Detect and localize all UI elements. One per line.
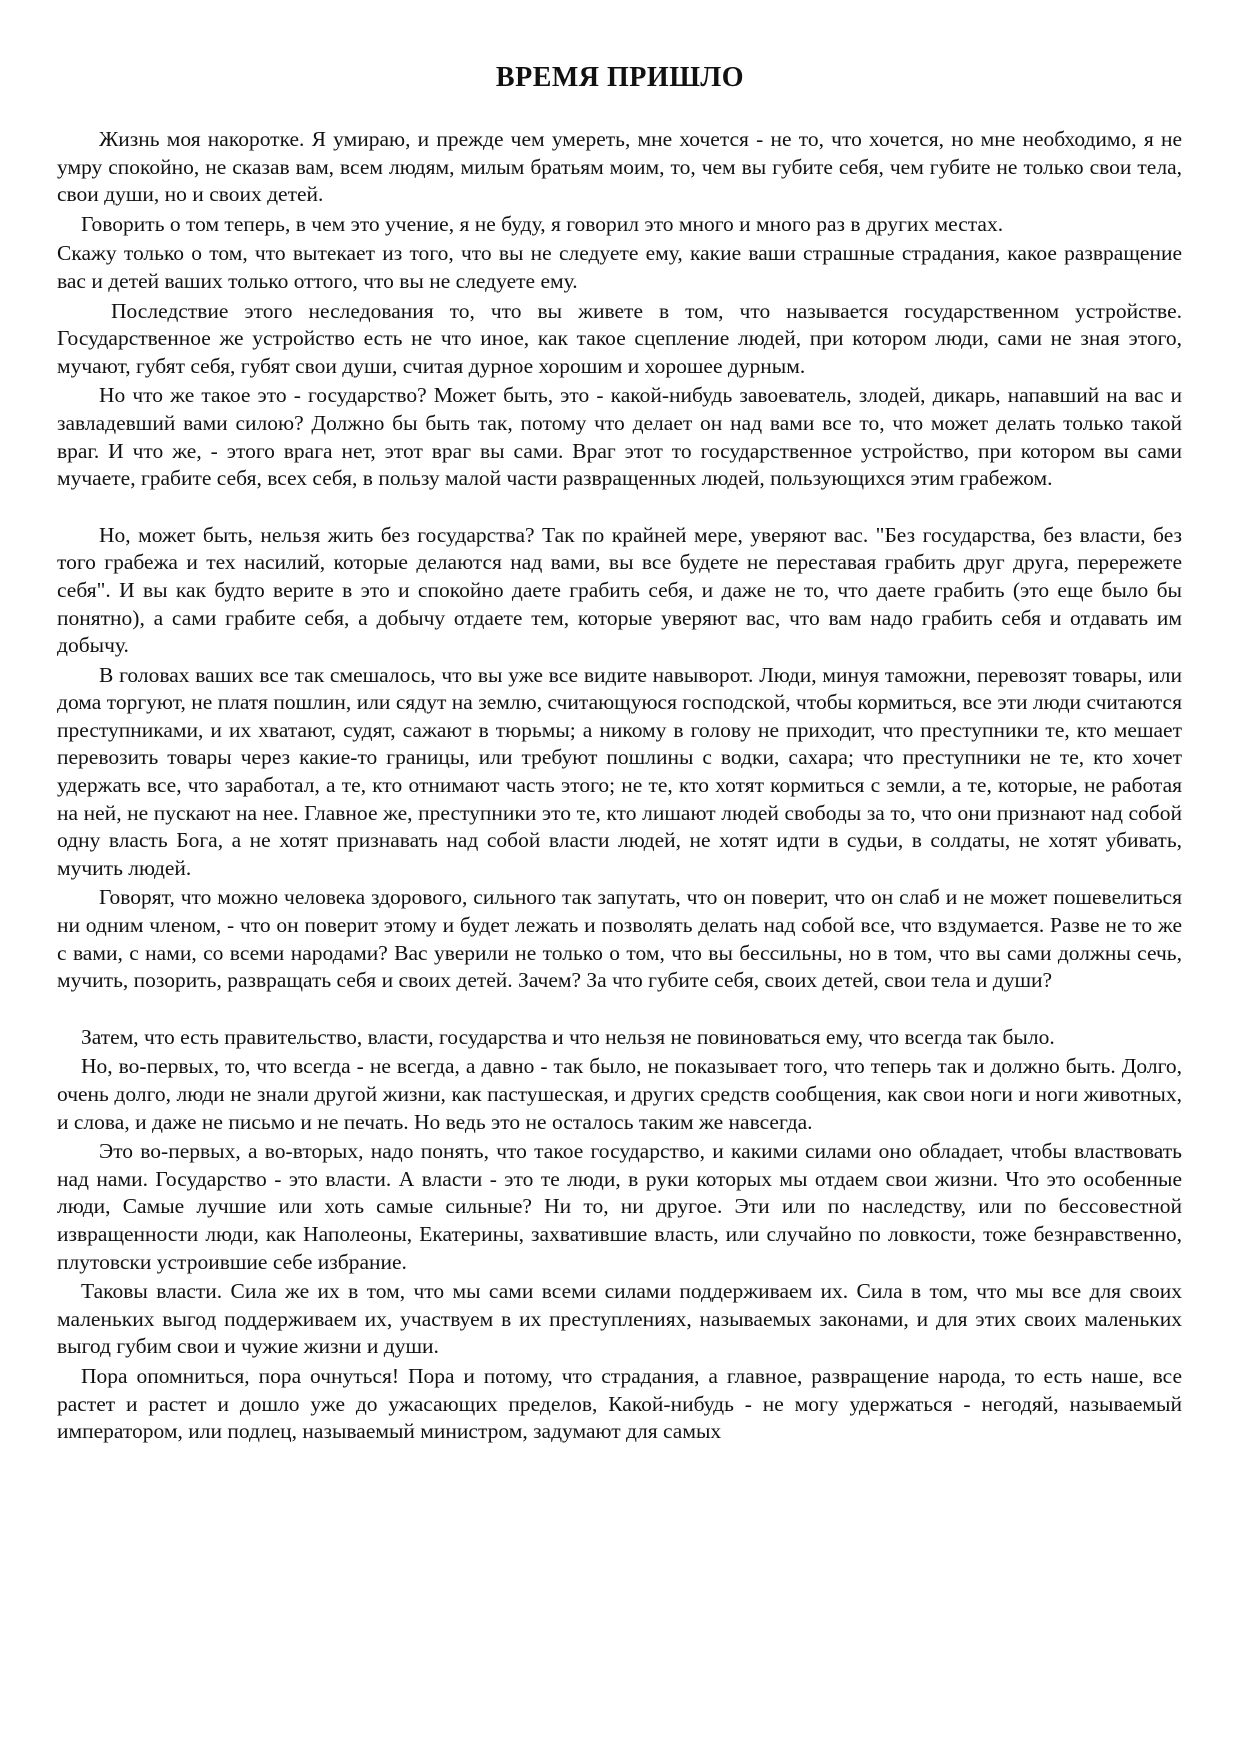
paragraph: Скажу только о том, что вытекает из того, что вы не следуете ему, какие ваши страшные страдания, какое развращение вас и детей ваших только оттого, что вы не следуете ему. [57, 241, 1182, 293]
paragraph: Это во-первых, а во-вторых, надо понять, что такое государство, и какими силами оно обладает, чтобы властвовать над нами. Государство - это власти. А власти - это те люди, в руки которых мы отдаем свои жизни. Что это особенные люди, Самые лучшие или хоть самые сильные? Ни то, ни другое. Эти или по наследству, или по бессовестной извращенности люди, как Наполеоны, Екатерины, захватившие власть, или случайно по ловкости, тоже безнравственно, плутовски устроившие себе избрание. [57, 1139, 1182, 1274]
document-body [57, 126, 1182, 1448]
paragraph: Таковы власти. Сила же их в том, что мы сами всеми силами поддерживаем их. Сила в том, что мы все для своих маленьких выгод поддерживаем их, участвуем в их преступлениях, называемых законами, и для этих своих маленьких выгод губим свои и чужие жизни и души. [57, 1279, 1182, 1359]
paragraph: Затем, что есть правительство, власти, государства и что нельзя не повиноваться ему, что всегда так было. [81, 1024, 1055, 1049]
paragraph: Говорят, что можно человека здорового, сильного так запутать, что он поверит, что он слаб и не может пошевелиться ни одним членом, - что он поверит этому и будет лежать и позволять делать над собой все, что вздумается. Разве не то же с вами, с нами, со всеми народами? Вас уверили не только о том, что вы бессильны, но в том, что вы сами должны сечь, мучить, позорить, развращать себя и своих детей. Зачем? За что губите себя, своих детей, свои тела и души? [57, 885, 1182, 993]
paragraph: Последствие этого неследования то, что вы живете в том, что называется государственном устройстве. Государственное же устройство есть не что иное, как такое сцепление людей, при котором люди, сами не зная этого, мучают, губят себя, губят свои души, считая дурное хорошим и хорошее дурным. [57, 298, 1182, 378]
paragraph: Пора опомниться, пора очнуться! Пора и потому, что страдания, а главное, развращение народа, то есть наше, все растет и растет и дошло уже до ужасающих пределов, Какой-нибудь - не могу удержаться - негодяй, называемый императором, или подлец, называемый министром, задумают для самых [57, 1363, 1182, 1444]
paragraph: Но, может быть, нельзя жить без государства? Так по крайней мере, уверяют вас. "Без государства, без власти, без того грабежа и тех насилий, которые делаются над вами, вы все будете не переставая грабить друг друга, перережете себя". И вы как будто верите в это и спокойно даете грабить себя, и даже не то, что даете грабить (это еще было бы понятно), а сами грабите себя, а добычу отдаете тем, которые уверяют вас, что вам надо грабить себя и отдавать им добычу. [57, 522, 1182, 658]
document-title: ВРЕМЯ ПРИШЛО [495, 62, 745, 93]
paragraph: Но что же такое это - государство? Может быть, это - какой-нибудь завоеватель, злодей, дикарь, напавший на вас и завладевший вами силою? Должно бы быть так, потому что делает он над вами все то, что может делать только такой враг. И что же, - этого врага нет, этот враг вы сами. Враг этот то государственное устройство, при котором вы сами мучаете, грабите себя, всех себя, в пользу малой части развращенных людей, пользующихся этим грабежом. [57, 383, 1182, 491]
paragraph: Но, во-первых, то, что всегда - не всегда, а давно - так было, не показывает того, что теперь так и должно быть. Долго, очень долго, люди не знали другой жизни, как пастушеская, и других средств сообщения, как свои ноги и ноги животных, и слова, и даже не письмо и не печать. Но ведь это не осталось таким же навсегда. [57, 1054, 1182, 1134]
paragraph: Говорить о том теперь, в чем это учение, я не буду, я говорил это много и много раз в других местах. [81, 211, 1004, 236]
paragraph: В головах ваших все так смешалось, что вы уже все видите навыворот. Люди, минуя таможни, перевозят товары, или дома торгуют, не платя пошлин, или сядут на землю, считающуюся господской, чтобы кормиться, все эти люди считаются преступниками, и их хватают, судят, сажают в тюрьмы; а никому в голову не приходит, что преступники те, кто мешает перевозить товары через какие-то границы, или требуют пошлины с водки, сахара; что преступники не те, кто хочет удержать все, что заработал, а те, кто отнимают часть этого; не те, кто хотят кормиться с земли, а те, которые, не работая на ней, не пускают на нее. Главное же, преступники это те, кто лишают людей свободы за то, что они признают над собой одну власть Бога, а не хотят признавать над собой власти людей, не хотят идти в судьи, в солдаты, не хотят убивать, мучить людей. [57, 662, 1182, 880]
paragraph: Жизнь моя накоротке. Я умираю, и прежде чем умереть, мне хочется - не то, что хочется, но мне необходимо, я не умру спокойно, не сказав вам, всем людям, милым братьям моим, то, чем вы губите себя, чем губите не только свои тела, свои души, но и своих детей. [57, 127, 1182, 207]
